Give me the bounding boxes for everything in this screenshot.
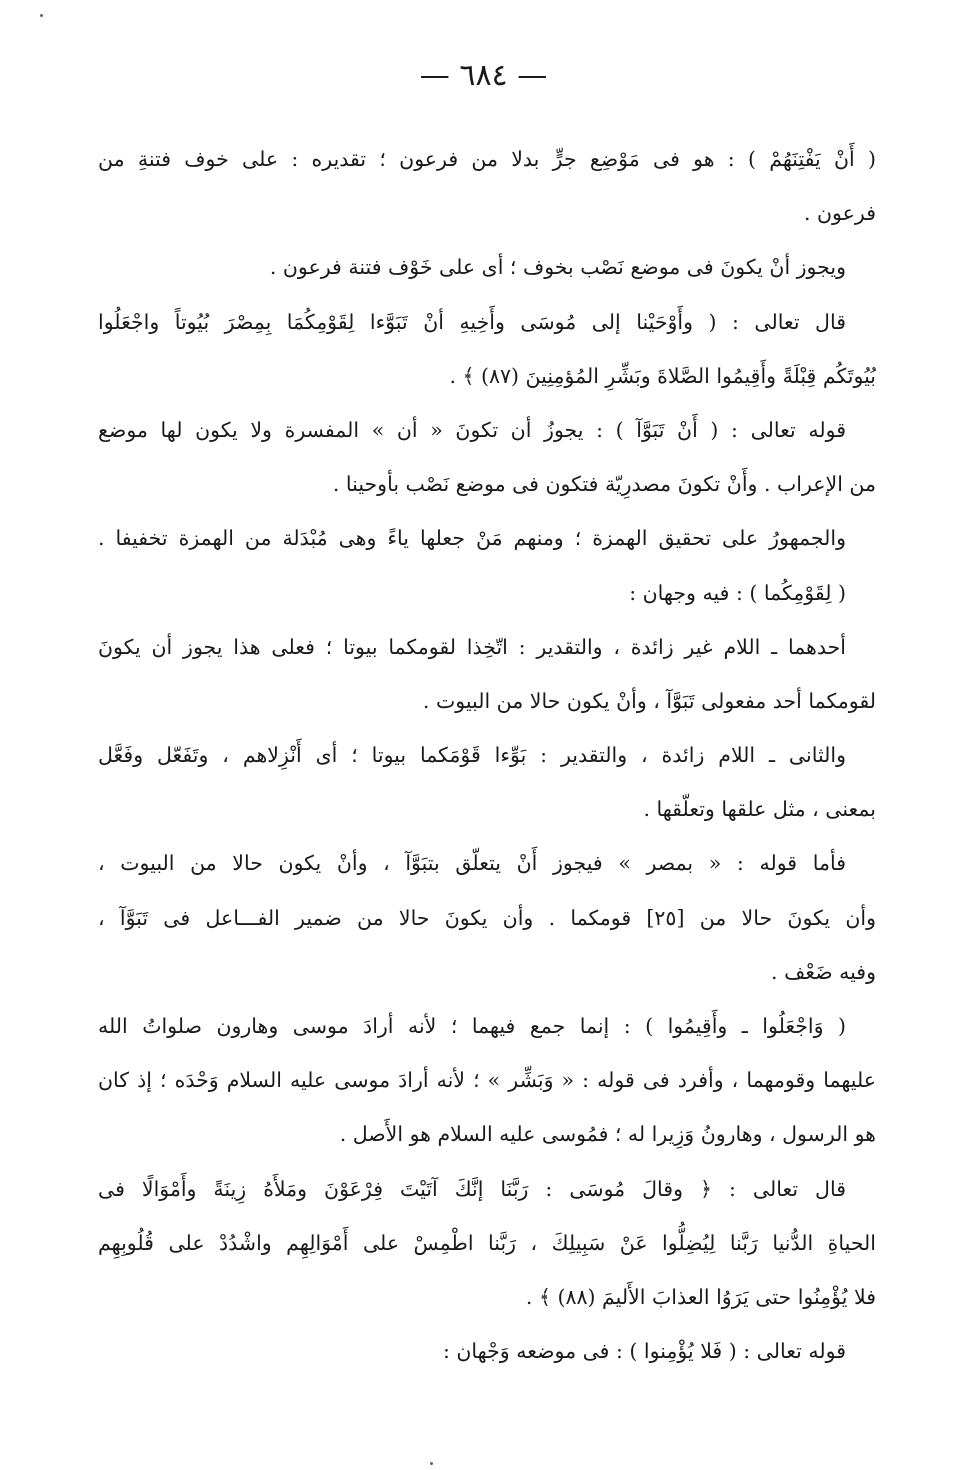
body-text: [98, 132, 876, 1378]
text-line: ( وَاجْعَلُوا ـ وأَقِيمُوا ) : إنما جمع فيهما ؛ لأنه أرادَ موسى وهارون صلواتُ الله: [98, 1014, 846, 1038]
scan-speck: [430, 1462, 433, 1465]
text-line: من الإعراب . وأَنْ تكونَ مصدرِيّة فتكون فى موضع نَصْب بأوحينا .: [332, 472, 876, 497]
text-line: والثانى ـ اللام زائدة ، والتقدير : بَوِّءا قَوْمَكما بيوتا ؛ أى أَنْزِلاهم ، وتَفَعّل وفَعَّل: [98, 743, 846, 768]
text-line: قوله تعالى : ( فَلا يُؤْمِنوا ) : فى موضعه وَجْهان :: [442, 1339, 846, 1364]
text-line: عليهما وقومهما ، وأفرد فى قوله : « وَبَشِّر » ؛ لأنه أرادَ موسى عليه السلام وَحْدَه ؛ إذ كان: [98, 1068, 876, 1093]
text-line: ويجوز أنْ يكونَ فى موضع نَصْب بخوف ؛ أى على خَوْف فتنة فرعون .: [269, 255, 846, 280]
text-line: ( لِقَوْمِكُما ) : فيه وجهان :: [629, 580, 846, 605]
scan-speck: [40, 14, 43, 17]
text-line: قال تعالى : ﴿ وقالَ مُوسَى : رَبَّنَا إنَّكَ آتَيْتَ فِرْعَوْنَ ومَلأَهُ زِينَةً وأَمْوَالًا فى: [98, 1176, 846, 1201]
text-line: فأما قوله : « بمصر » فيجوز أَنْ يتعلّق بتبَوَّآ ، وأنْ يكون حالا من البيوت ،: [98, 851, 846, 876]
page-number: — ٦٨٤ —: [419, 58, 548, 93]
text-line: ( أَنْ يَفْتِنَهُمْ ) : هو فى مَوْضِع جرٍّ بدلا من فرعون ؛ تقديره : على خوف فتنةِ من: [98, 147, 876, 171]
text-line: هو الرسول ، وهارونُ وَزِيرا له ؛ فمُوسى عليه السلام هو الأَصل .: [339, 1122, 876, 1147]
text-line: وفيه ضَعْف .: [771, 959, 876, 984]
text-line: قوله تعالى : ( أَنْ تَبَوَّآ ) : يجوزُ أن تكونَ « أن » المفسرة ولا يكون لها موضع: [98, 417, 846, 442]
text-line: بمعنى ، مثل علقها وتعلّقها .: [643, 797, 876, 822]
text-line: بُيُوتَكُم قِبْلَةً وأَقِيمُوا الصَّلاةَ وبَشِّرِ المُؤمِنِينَ (٨٧) ﴾ .: [449, 363, 876, 388]
text-line: الحياةِ الدُّنيا رَبَّنا لِيُضِلُّوا عَنْ سَبِيلِكَ ، رَبَّنا اطْمِسْ على أَمْوَالِهِم واشْدُدْ على قُلُوبِهِم: [98, 1230, 876, 1255]
text-line: وأن يكونَ حالا من [٢٥] قومكما . وأن يكونَ حالا من ضمير الفـــاعل فى تَبَوَّآ ،: [98, 905, 876, 930]
text-line: والجمهورُ على تحقيق الهمزة ؛ ومنهم مَنْ جعلها ياءً وهى مُبْدَلة من الهمزة تخفيفا .: [98, 526, 846, 551]
text-line: أحدهما ـ اللام غير زائدة ، والتقدير : اتّخِذا لقومكما بيوتا ؛ فعلى هذا يجوز أن يكونَ: [98, 634, 846, 659]
text-line: لقومكما أحد مفعولى تَبَوَّآ ، وأنْ يكون حالا من البيوت .: [422, 688, 876, 713]
text-line: فلا يُؤْمِنُوا حتى يَرَوُا العذابَ الأَليمَ (٨٨) ﴾ .: [525, 1284, 876, 1309]
text-line: فرعون .: [803, 201, 876, 226]
text-line: قال تعالى : ( وأَوْحَيْنا إلى مُوسَى وأَخِيهِ أنْ تَبَوَّءا لِقَوْمِكُمَا بِمِصْرَ بُيُوتاً واجْعَلُوا: [98, 309, 846, 334]
